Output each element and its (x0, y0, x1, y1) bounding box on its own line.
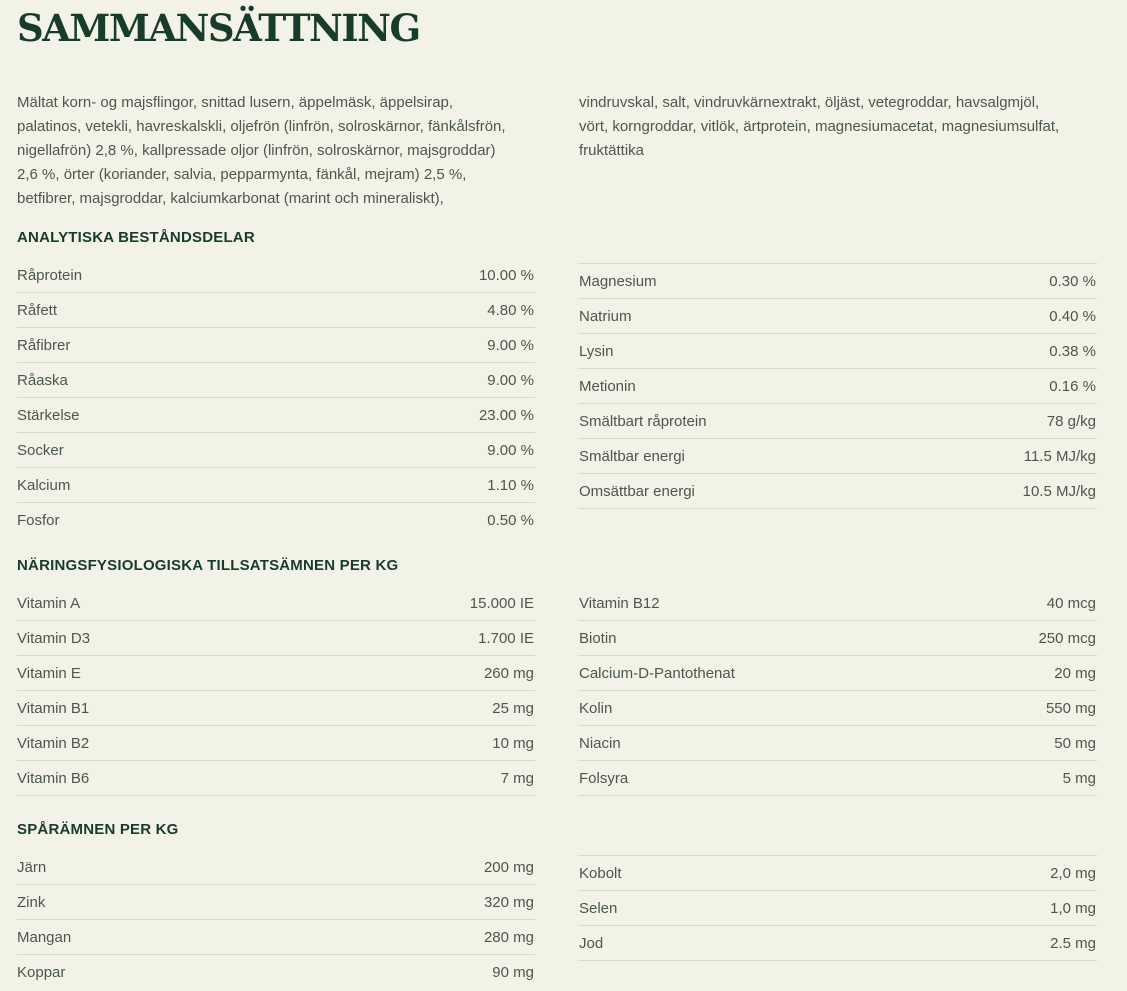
row-label: Socker (17, 441, 64, 459)
row-label: Mangan (17, 928, 72, 946)
table-row (17, 293, 535, 328)
row-value: 2.5 mg (1050, 934, 1096, 952)
row-value: 260 mg (483, 664, 534, 682)
row-value: 5 mg (1062, 769, 1096, 787)
table-row (579, 926, 1097, 961)
table-row (579, 439, 1097, 474)
table-row (17, 885, 535, 920)
row-value: 15.000 IE (469, 594, 534, 612)
row-value: 9.00 % (487, 336, 534, 354)
row-value: 10.00 % (478, 266, 534, 284)
table-row (579, 761, 1097, 796)
composition-line: 2,6 %, örter (koriander, salvia, pepparmynta, fänkål, mejram) 2,5 %, (17, 166, 467, 183)
row-label: Vitamin E (17, 664, 81, 682)
row-label: Råfibrer (17, 336, 71, 354)
row-label: Fosfor (17, 511, 60, 529)
row-value: 0.30 % (1049, 272, 1096, 290)
row-value: 50 mg (1054, 734, 1096, 752)
row-label: Vitamin B1 (17, 699, 90, 717)
table-row (17, 621, 535, 656)
table-row (579, 299, 1097, 334)
analytical-table-right (579, 263, 1097, 509)
row-label: Zink (17, 893, 46, 911)
table-row (17, 656, 535, 691)
composition-line: vört, korngroddar, vitlök, ärtprotein, magnesiumacetat, magnesiumsulfat, (579, 118, 1060, 135)
row-value: 10 mg (492, 734, 534, 752)
row-value: 9.00 % (487, 371, 534, 389)
table-row (17, 398, 535, 433)
table-row (17, 433, 535, 468)
composition-text-col1 (17, 91, 537, 211)
table-row (17, 726, 535, 761)
composition-line: betfibrer, majsgroddar, kalciumkarbonat (marint och mineraliskt), (17, 190, 444, 207)
table-row (17, 850, 535, 885)
row-label: Folsyra (579, 769, 629, 787)
row-value: 9.00 % (487, 441, 534, 459)
table-row (579, 621, 1097, 656)
row-label: Kobolt (579, 864, 622, 882)
table-row (579, 369, 1097, 404)
table-row (17, 503, 535, 537)
row-value: 40 mcg (1046, 594, 1096, 612)
composition-line: palatinos, vetekli, havreskalskli, oljefrön (linfrön, solroskärnor, fänkålsfrön, (17, 118, 506, 135)
additives-heading: NÄRINGSFYSIOLOGISKA TILLSATSÄMNEN PER KG (17, 557, 399, 574)
additives-table-left (17, 586, 535, 796)
row-value: 550 mg (1045, 699, 1096, 717)
row-label: Calcium-D-Pantothenat (579, 664, 735, 682)
analytical-table-left (17, 258, 535, 537)
row-value: 11.5 MJ/kg (1023, 447, 1096, 465)
additives-table-right (579, 586, 1097, 796)
row-label: Vitamin A (17, 594, 81, 612)
row-value: 0.40 % (1049, 307, 1096, 325)
row-value: 4.80 % (487, 301, 534, 319)
table-row (17, 328, 535, 363)
row-value: 2,0 mg (1050, 864, 1096, 882)
row-label: Smältbart råprotein (579, 412, 707, 430)
row-value: 7 mg (500, 769, 534, 787)
row-label: Jod (579, 934, 604, 952)
row-label: Smältbar energi (579, 447, 685, 465)
page-title: SAMMANSÄTTNING (17, 6, 420, 50)
row-label: Vitamin B2 (17, 734, 90, 752)
row-value: 25 mg (492, 699, 534, 717)
table-row (17, 586, 535, 621)
row-label: Järn (17, 858, 47, 876)
table-row (579, 404, 1097, 439)
table-row (579, 656, 1097, 691)
row-value: 20 mg (1054, 664, 1096, 682)
table-row (17, 920, 535, 955)
table-row (17, 468, 535, 503)
table-row (17, 955, 535, 989)
row-label: Vitamin B12 (579, 594, 660, 612)
table-row (17, 761, 535, 796)
row-label: Råprotein (17, 266, 83, 284)
row-value: 0.38 % (1049, 342, 1096, 360)
table-row (17, 363, 535, 398)
table-row (579, 691, 1097, 726)
row-label: Råfett (17, 301, 58, 319)
composition-line: nigellafrön) 2,8 %, kallpressade oljor (linfrön, solroskärnor, majsgroddar) (17, 142, 496, 159)
table-row (579, 891, 1097, 926)
table-row (17, 691, 535, 726)
table-row (579, 726, 1097, 761)
row-label: Biotin (579, 629, 617, 647)
row-label: Magnesium (579, 272, 657, 290)
row-value: 280 mg (483, 928, 534, 946)
table-row (579, 586, 1097, 621)
row-value: 23.00 % (478, 406, 534, 424)
row-label: Kalcium (17, 476, 71, 494)
row-label: Råaska (17, 371, 68, 389)
row-value: 1.10 % (487, 476, 534, 494)
row-label: Selen (579, 899, 618, 917)
table-row (579, 856, 1097, 891)
row-value: 320 mg (483, 893, 534, 911)
row-label: Vitamin B6 (17, 769, 90, 787)
row-label: Koppar (17, 963, 66, 981)
row-label: Vitamin D3 (17, 629, 91, 647)
trace-table-right (579, 855, 1097, 961)
row-value: 10.5 MJ/kg (1022, 482, 1096, 500)
composition-line: fruktättika (579, 142, 645, 159)
table-row (17, 258, 535, 293)
table-row (579, 474, 1097, 509)
row-value: 90 mg (492, 963, 534, 981)
table-row (579, 264, 1097, 299)
row-label: Lysin (579, 342, 614, 360)
trace-table-left (17, 850, 535, 989)
row-label: Natrium (579, 307, 632, 325)
row-value: 0.16 % (1049, 377, 1096, 395)
row-label: Omsättbar energi (579, 482, 695, 500)
trace-heading: SPÅRÄMNEN PER KG (17, 821, 179, 838)
composition-line: Mältat korn- og majsflingor, snittad lusern, äppelmäsk, äppelsirap, (17, 94, 454, 111)
table-row (579, 334, 1097, 369)
row-label: Stärkelse (17, 406, 80, 424)
analytical-heading: ANALYTISKA BESTÅNDSDELAR (17, 229, 255, 246)
row-value: 1,0 mg (1050, 899, 1096, 917)
row-value: 78 g/kg (1046, 412, 1096, 430)
composition-line: vindruvskal, salt, vindruvkärnextrakt, öljäst, vetegroddar, havsalgmjöl, (579, 94, 1040, 111)
row-value: 250 mcg (1038, 629, 1096, 647)
row-value: 1.700 IE (478, 629, 534, 647)
row-label: Kolin (579, 699, 613, 717)
row-value: 0.50 % (487, 511, 534, 529)
composition-text-col2 (579, 91, 1099, 163)
row-label: Niacin (579, 734, 621, 752)
row-value: 200 mg (483, 858, 534, 876)
row-label: Metionin (579, 377, 636, 395)
